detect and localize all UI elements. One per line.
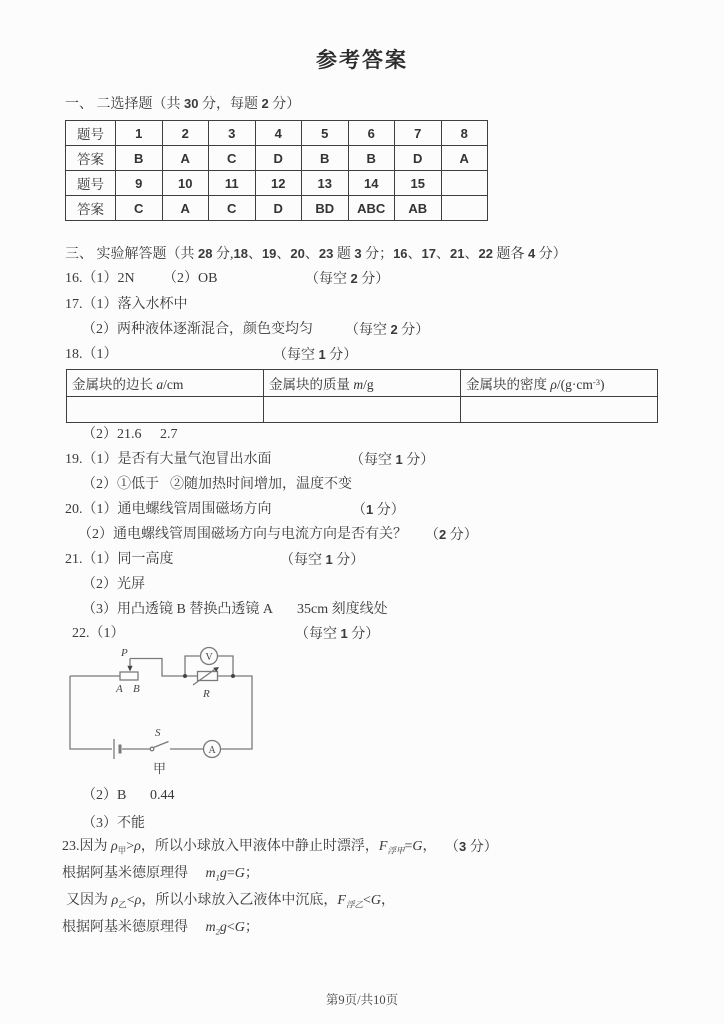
text-segment: 1: [366, 502, 374, 517]
text-segment: ，所以小球放入甲液体中静止时漂浮，: [140, 839, 379, 854]
text-segment: >: [126, 839, 135, 854]
text-segment: 浮乙: [345, 899, 363, 910]
text-segment: 又因为: [66, 893, 112, 908]
table-cell: 2: [162, 121, 209, 146]
text-segment: 1: [340, 626, 348, 641]
text-segment: 分）: [373, 503, 405, 518]
text-segment: （每空: [345, 323, 391, 338]
table-cell: [264, 397, 461, 423]
text-segment: 浮甲: [387, 845, 405, 856]
table-cell: C: [209, 196, 256, 221]
text-segment: 16: [393, 246, 408, 261]
table-header-density: [461, 370, 658, 397]
table-cell: B: [302, 146, 349, 171]
text-segment: /(g·cm: [556, 377, 593, 392]
table-row: [66, 146, 488, 171]
q16-answer-part2: （2）OB: [163, 271, 218, 286]
text-segment: 题: [333, 247, 355, 262]
section-heading-experiment: [65, 245, 567, 263]
q16-answer-part1: 16.（1）2N: [65, 271, 135, 286]
text-segment: 分，每题: [198, 97, 262, 112]
text-segment: 2: [350, 271, 358, 286]
q22-answer-part3: （3）不能: [82, 816, 145, 831]
q18-score-note: [273, 346, 357, 364]
table-cell: 题号: [66, 171, 116, 196]
table-cell: 10: [162, 171, 209, 196]
circuit-diagram: [60, 646, 310, 781]
text-segment: /g: [363, 377, 374, 392]
text-segment: 1: [395, 452, 403, 467]
figure-caption-jia: 甲: [153, 761, 167, 776]
table-cell: 3: [209, 121, 256, 146]
text-segment: 18: [233, 246, 248, 261]
text-segment: ，所以小球放入乙液体中沉底，: [141, 893, 338, 908]
text-segment: m: [205, 866, 216, 881]
text-segment: （: [352, 503, 366, 518]
q17-answer-part2: （2）两种液体逐渐混合，颜色变均匀: [82, 322, 313, 337]
text-segment: 分,: [212, 247, 234, 262]
text-segment: 分）: [268, 97, 301, 112]
q21-answer-part1: 21.（1）同一高度: [65, 552, 174, 567]
text-segment: 2: [439, 527, 447, 542]
page-number-footer: 第9页/共10页: [325, 993, 399, 1007]
text-segment: 分）: [325, 348, 358, 363]
table-cell: 15: [395, 171, 442, 196]
text-segment: 分）: [446, 528, 478, 543]
text-segment: ；: [244, 920, 259, 935]
q17-score-note: [345, 321, 429, 339]
text-segment: 金属块的边长: [72, 377, 157, 392]
table-cell: 12: [255, 171, 302, 196]
resistor-label: R: [203, 688, 210, 700]
text-segment: 根据阿基米德原理得: [62, 920, 206, 935]
table-cell: [67, 397, 264, 423]
text-segment: =: [404, 839, 413, 854]
text-segment: 3: [459, 839, 467, 854]
text-segment: ρ: [134, 893, 142, 908]
q23-score-note: [445, 838, 498, 856]
text-segment: 一、 二选择题（共: [65, 97, 184, 112]
text-segment: 、: [304, 247, 319, 262]
section-heading-choice: [65, 95, 300, 113]
table-cell: B: [348, 146, 395, 171]
text-segment: 23.因为: [62, 839, 111, 854]
q19-answer-part2a: （2）①低于: [82, 477, 159, 492]
text-segment: F: [337, 893, 346, 908]
circuit-wires: [70, 648, 252, 760]
table-cell: C: [116, 196, 163, 221]
text-segment: 28: [198, 246, 213, 261]
text-segment: 19: [261, 246, 277, 261]
text-segment: G: [234, 866, 245, 881]
text-segment: 20: [290, 246, 305, 261]
text-segment: 4: [527, 246, 536, 261]
choice-answers-table: [65, 120, 488, 221]
table-cell: 9: [116, 171, 163, 196]
text-segment: （: [445, 840, 459, 855]
q18-answer-part2b: 2.7: [160, 427, 178, 442]
table-cell: [441, 171, 488, 196]
text-segment: 22: [478, 246, 493, 261]
terminal-b-label: B: [133, 683, 140, 695]
q23-line4: [62, 919, 259, 941]
q22-answer-part2b: 0.44: [150, 788, 175, 803]
q18-answer-part2: （2）21.6: [82, 427, 142, 442]
text-segment: 分；: [361, 247, 394, 262]
table-cell: A: [162, 146, 209, 171]
text-segment: 2: [390, 322, 398, 337]
table-row: [66, 196, 488, 221]
switch-label: S: [155, 727, 161, 739]
q20-score-note2: [425, 526, 478, 544]
table-cell: 题号: [66, 121, 116, 146]
q21-answer-part3a: （3）用凸透镜 B 替换凸透镜 A: [82, 602, 273, 617]
junction-dot: [183, 674, 187, 678]
text-segment: 乙: [118, 899, 127, 910]
q22-answer-part2a: （2）B: [82, 788, 127, 803]
text-segment: /cm: [163, 377, 184, 392]
text-segment: <: [362, 893, 371, 908]
text-segment: 、: [464, 247, 479, 262]
table-cell: 5: [302, 121, 349, 146]
text-segment: 分）: [397, 323, 430, 338]
q21-score-note: [280, 551, 364, 569]
text-segment: ρ: [111, 893, 119, 908]
text-segment: ；: [244, 866, 259, 881]
text-segment: 分）: [466, 840, 498, 855]
q23-line1: [62, 838, 437, 860]
q18-answer-part1: 18.（1）: [65, 347, 118, 362]
slider-label: P: [121, 647, 128, 659]
text-segment: 1: [215, 872, 220, 883]
q21-answer-part2: （2）光屏: [82, 577, 145, 592]
q16-score-note: [305, 270, 389, 288]
text-segment: g: [219, 866, 227, 881]
text-segment: =: [226, 866, 235, 881]
voltmeter-letter: V: [205, 651, 213, 663]
text-segment: m: [205, 920, 216, 935]
text-segment: G: [370, 893, 381, 908]
text-segment: 分）: [535, 247, 567, 262]
table-cell: D: [395, 146, 442, 171]
q21-answer-part3b: 35cm 刻度线处: [297, 602, 388, 617]
text-segment: 分）: [402, 453, 435, 468]
terminal-a-label: A: [116, 683, 123, 695]
text-segment: ): [599, 377, 605, 392]
text-segment: 21: [450, 246, 465, 261]
text-segment: 根据阿基米德原理得: [62, 866, 206, 881]
table-cell: B: [116, 146, 163, 171]
q23-line2: [62, 865, 259, 887]
text-segment: （每空: [350, 453, 396, 468]
table-cell: 1: [116, 121, 163, 146]
q17-answer-part1: 17.（1）落入水杯中: [65, 297, 188, 312]
switch-pivot: [150, 747, 154, 751]
table-cell: 6: [348, 121, 395, 146]
table-row: [67, 370, 658, 397]
q19-answer-part1: 19.（1）是否有大量气泡冒出水面: [65, 452, 272, 467]
text-segment: 1: [325, 552, 333, 567]
q23-line3: [66, 892, 395, 914]
table-cell: D: [255, 196, 302, 221]
table-header-mass: [264, 370, 461, 397]
text-segment: 分）: [332, 553, 365, 568]
text-segment: a: [156, 377, 164, 392]
q22-answer-part1: 22.（1）: [72, 626, 125, 641]
text-segment: 金属块的质量: [269, 377, 354, 392]
text-segment: -3: [592, 377, 600, 387]
text-segment: 、: [436, 247, 451, 262]
text-segment: G: [412, 839, 423, 854]
text-segment: （: [425, 528, 439, 543]
text-segment: m: [353, 377, 364, 392]
text-segment: 、: [407, 247, 422, 262]
table-cell: D: [255, 146, 302, 171]
text-segment: ，: [422, 839, 437, 854]
table-cell: [441, 196, 488, 221]
table-cell: 7: [395, 121, 442, 146]
text-segment: 、: [247, 247, 262, 262]
text-segment: G: [234, 920, 245, 935]
text-segment: ρ: [134, 839, 141, 854]
q20-answer-part2: （2）通电螺线管周围磁场方向与电流方向是否有关？: [78, 527, 407, 542]
q22-score-note: [295, 625, 379, 643]
text-segment: 、: [276, 247, 291, 262]
table-cell: A: [162, 196, 209, 221]
text-segment: 2: [261, 96, 269, 111]
text-segment: 17: [421, 246, 437, 261]
table-cell: [461, 397, 658, 423]
text-segment: ρ: [111, 839, 118, 854]
text-segment: 题各: [492, 247, 528, 262]
table-cell: ABC: [348, 196, 395, 221]
text-segment: g: [219, 920, 227, 935]
text-segment: 23: [318, 246, 334, 261]
text-segment: 1: [318, 347, 326, 362]
table-cell: C: [209, 146, 256, 171]
text-segment: 甲: [117, 845, 127, 856]
table-cell: A: [441, 146, 488, 171]
text-segment: （每空: [280, 553, 326, 568]
table-cell: 14: [348, 171, 395, 196]
text-segment: 30: [184, 96, 199, 111]
q18-data-table: [66, 369, 658, 423]
text-segment: 2: [215, 926, 220, 937]
text-segment: 金属块的密度: [466, 377, 551, 392]
text-segment: 三、 实验解答题（共: [65, 247, 198, 262]
page-title: 参考答案: [316, 48, 408, 72]
table-cell: 8: [441, 121, 488, 146]
text-segment: 分）: [357, 272, 390, 287]
text-segment: （每空: [305, 272, 351, 287]
table-cell: AB: [395, 196, 442, 221]
ammeter-letter: A: [208, 744, 216, 756]
q20-answer-part1: 20.（1）通电螺线管周围磁场方向: [65, 502, 272, 517]
table-cell: 13: [302, 171, 349, 196]
table-cell: BD: [302, 196, 349, 221]
table-cell: 答案: [66, 196, 116, 221]
table-cell: 11: [209, 171, 256, 196]
switch-blade: [154, 742, 169, 748]
text-segment: 分）: [347, 627, 380, 642]
text-segment: （每空: [273, 348, 319, 363]
text-segment: （每空: [295, 627, 341, 642]
text-segment: <: [126, 893, 135, 908]
slider-arrowhead: [127, 666, 132, 672]
q20-score-note1: [352, 501, 405, 519]
table-row: [67, 397, 658, 423]
table-row: [66, 121, 488, 146]
text-segment: ρ: [550, 377, 557, 392]
text-segment: 3: [354, 246, 362, 261]
table-header-edge-length: [67, 370, 264, 397]
q19-answer-part2b: ②随加热时间增加，温度不变: [170, 477, 352, 492]
q19-score-note: [350, 451, 434, 469]
table-cell: 答案: [66, 146, 116, 171]
text-segment: F: [378, 839, 388, 854]
text-segment: <: [226, 920, 235, 935]
text-segment: ，: [381, 893, 395, 908]
junction-dot: [231, 674, 235, 678]
table-row: [66, 171, 488, 196]
table-cell: 4: [255, 121, 302, 146]
